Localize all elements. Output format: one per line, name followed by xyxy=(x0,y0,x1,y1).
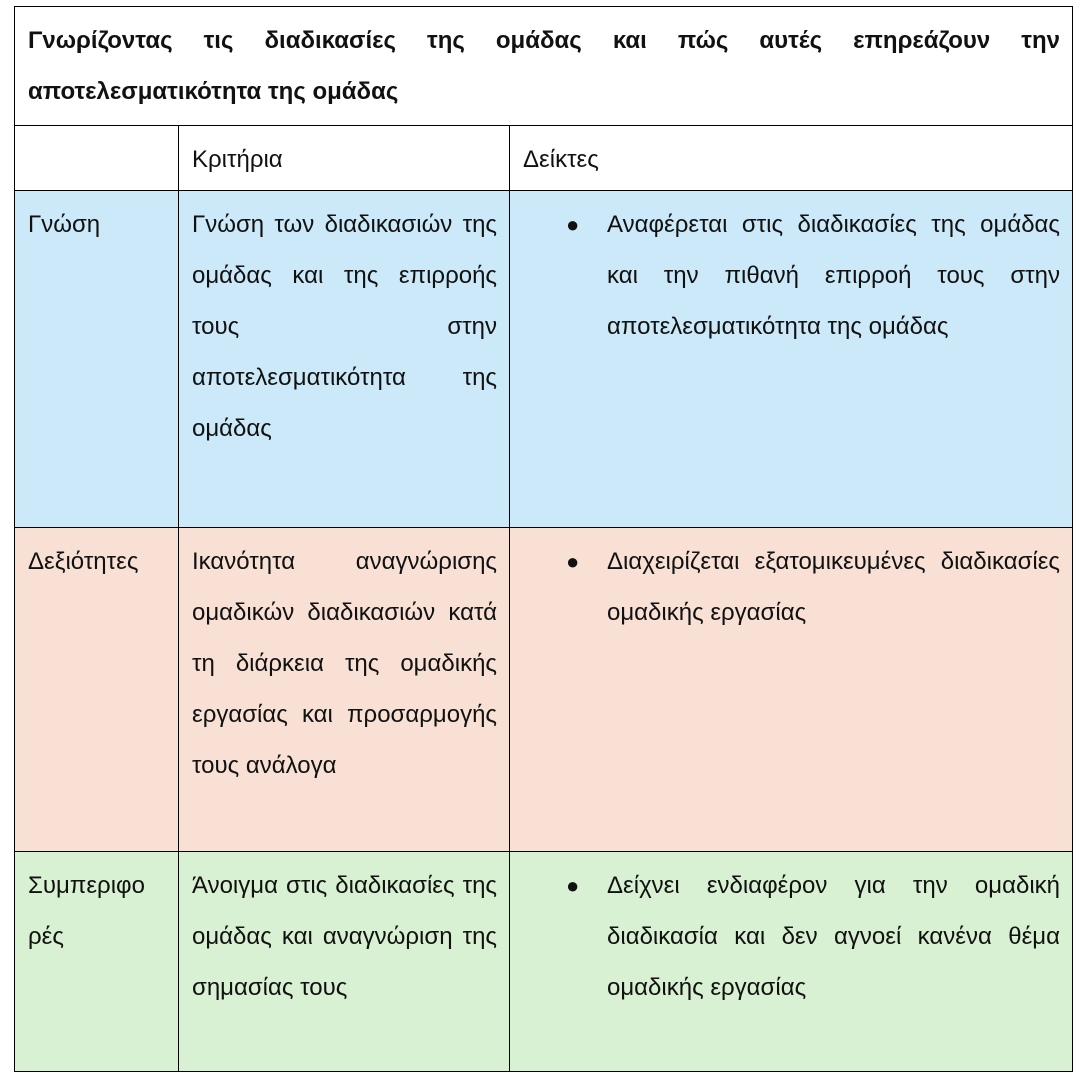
table-title: Γνωρίζοντας τις διαδικασίες της ομάδας και πώς αυτές επηρεάζουν την αποτελεσματικότητα της ομάδας xyxy=(15,7,1073,126)
header-criteria: Κριτήρια xyxy=(179,126,510,191)
competency-table xyxy=(14,6,1073,1072)
indicator-cell xyxy=(510,852,1073,1072)
header-indicators: Δείκτες xyxy=(510,126,1073,191)
indicator-text: Δείχνει ενδιαφέρον για την ομαδική διαδικασία και δεν αγνοεί κανένα θέμα ομαδικής εργασίας xyxy=(607,872,1060,1001)
criteria-cell: Ικανότητα αναγνώρισης ομαδικών διαδικασιών κατά τη διάρκεια της ομαδικής εργασίας και προσαρμογής τους ανάλογα xyxy=(179,528,510,852)
header-row xyxy=(15,126,1073,191)
title-row xyxy=(15,7,1073,126)
bullet-icon: ● xyxy=(566,873,580,898)
bullet-icon: ● xyxy=(566,549,580,574)
header-blank xyxy=(15,126,179,191)
table-row-skills xyxy=(15,528,1073,852)
indicator-cell xyxy=(510,528,1073,852)
bullet-icon: ● xyxy=(566,212,580,237)
category-cell: Γνώση xyxy=(15,191,179,528)
criteria-cell: Άνοιγμα στις διαδικασίες της ομάδας και αναγνώριση της σημασίας τους xyxy=(179,852,510,1072)
category-cell: Δεξιότητες xyxy=(15,528,179,852)
indicator-text: Αναφέρεται στις διαδικασίες της ομάδας και την πιθανή επιρροή τους στην αποτελεσματικότητα της ομάδας xyxy=(607,211,1060,340)
table-row-knowledge xyxy=(15,191,1073,528)
indicator-text: Διαχειρίζεται εξατομικευμένες διαδικασίες ομαδικής εργασίας xyxy=(607,548,1060,626)
table-row-behaviors xyxy=(15,852,1073,1072)
category-cell: Συμπεριφο ρές xyxy=(15,852,179,1072)
criteria-cell: Γνώση των διαδικασιών της ομάδας και της επιρροής τους στην αποτελεσματικότητα της ομάδας xyxy=(179,191,510,528)
indicator-cell xyxy=(510,191,1073,528)
